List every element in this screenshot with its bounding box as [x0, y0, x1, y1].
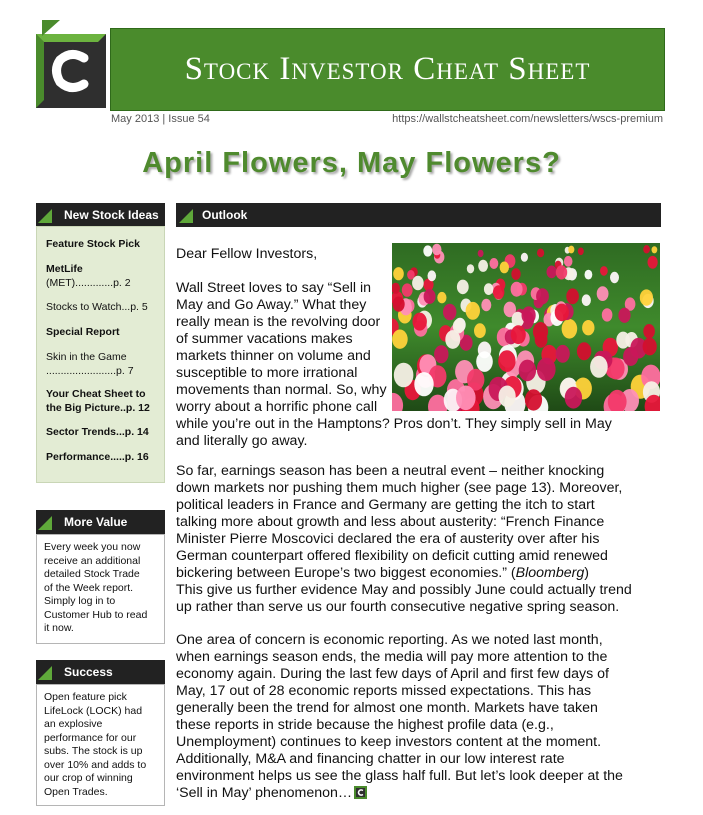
list-item[interactable]: Sector Trends...p. 14	[46, 426, 149, 438]
end-mark-icon	[354, 786, 367, 799]
paragraph-2: So far, earnings season has been a neutral event – neither knocking down markets nor pushing them much higher (see page 13). Moreover, political leaders in France and Germany are getting the itch to start talking more about growth and less about austerity: “French Finance Minister Pierre Moscovici declared the era of austerity over after his German counterpart offered flexibility on deficit cutting amid renewed bickering between Europe’s two biggest economies.” (Bloomberg) This give us further evidence May and possibly June could actually trend up rather than serve us our fourth consecutive negative spring season.	[176, 463, 632, 615]
success-title: Success	[64, 665, 113, 679]
masthead-banner	[110, 28, 665, 111]
success-header	[36, 660, 165, 684]
headline: April Flowers, May Flowers?	[142, 147, 561, 179]
more-value-header	[36, 510, 165, 534]
ideas-title: New Stock Ideas	[64, 208, 159, 222]
corner-triangle-icon	[179, 209, 193, 223]
ideas-panel	[36, 226, 165, 483]
corner-triangle-icon	[38, 516, 52, 530]
paragraph-1: Wall Street loves to say “Sell in May and Go Away.” What they really mean is the revolving door of summer vacations makes markets thinner on volume and susceptible to more irrational movements than normal. So, why	[176, 280, 387, 398]
paragraph-1-continued: worry about a horrific phone call while you’re out in the Hamptons? Pros don’t. They simply sell in May and literally go away.	[176, 399, 612, 449]
list-item[interactable]: Your Cheat Sheet to the Big Picture..p. 12	[46, 388, 150, 414]
list-item: Feature Stock Pick	[46, 238, 140, 250]
corner-triangle-icon	[38, 666, 52, 680]
list-item[interactable]: MetLife (MET).............p. 2	[46, 263, 131, 289]
greeting: Dear Fellow Investors,	[176, 246, 318, 262]
masthead-title: Stock Investor Cheat Sheet	[184, 51, 591, 87]
list-item: Special Report	[46, 326, 120, 338]
outlook-title: Outlook	[202, 208, 248, 222]
success-box: Open feature pick LifeLock (LOCK) had an explosive performance for our subs. The stock is up over 10% and adds to our crop of winning Open Trades.	[36, 684, 165, 806]
corner-triangle-icon	[38, 209, 52, 223]
list-item[interactable]: Stocks to Watch...p. 5	[46, 301, 148, 313]
more-value-title: More Value	[64, 515, 128, 529]
cheat-sheet-logo	[36, 20, 106, 108]
issue-line: May 2013 | Issue 54	[111, 113, 210, 125]
more-value-box: Every week you now receive an additional detailed Stock Trade of the Week report. Simply log in to Customer Hub to read it now.	[36, 534, 165, 644]
list-item[interactable]: Performance.....p. 16	[46, 451, 149, 463]
newsletter-url[interactable]: https://wallstcheatsheet.com/newsletters/wscs-premium	[392, 113, 663, 125]
list-item[interactable]: Skin in the Game ........................p. 7	[46, 351, 134, 377]
source-citation: Bloomberg	[515, 565, 585, 581]
paragraph-3: One area of concern is economic reporting. As we noted last month, when earnings season ends, the media will pay more attention to the economy again. During the last few days of April and first few days of May, 17 out of 28 economic reports missed expectations. This has generally been the trend for almost one month. Markets have taken these reports in stride because the highest profile data (e.g., Unemployment) continues to keep investors content at the moment. Additionally, M&A and financing chatter in our low interest rate environment helps us see the glass half full. But let’s look deeper at the ‘Sell in May’ phenomenon…	[176, 632, 623, 801]
tulip-field-photo	[392, 243, 660, 411]
ideas-header	[36, 203, 165, 227]
outlook-header	[176, 203, 661, 227]
